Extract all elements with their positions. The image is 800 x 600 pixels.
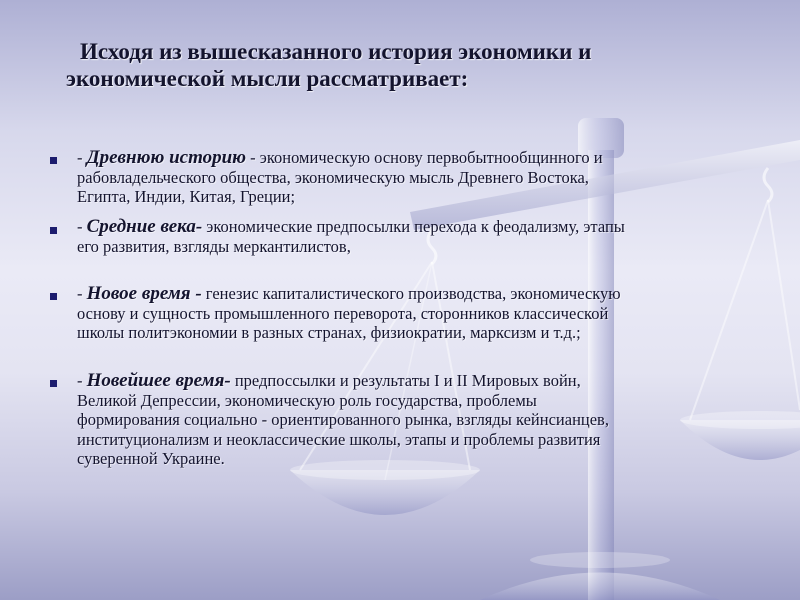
list-item-line: Великой Депрессии, экономическую роль государства, проблемы <box>77 390 537 410</box>
list-item-line: школы политэкономии в разных странах, физиократии, марксизм и т.д.; <box>77 323 581 342</box>
list-item-middle-ages <box>77 217 757 256</box>
list-item-line: Египта, Индии, Китая, Греции; <box>77 187 296 206</box>
item-prefix: - <box>77 284 87 303</box>
slide-title-line-2: экономической мысли рассматривает: <box>66 66 469 91</box>
list-item-line: институционализм и неоклассические школы, этапы и проблемы развития <box>77 429 601 449</box>
item-term: Древнюю историю <box>86 147 247 168</box>
item-prefix: - <box>77 148 87 167</box>
item-text: генезис капиталистического производства, экономическую <box>201 284 621 303</box>
list-item-line <box>77 284 757 304</box>
bullet-marker-1 <box>50 157 57 164</box>
item-prefix: - <box>77 217 87 236</box>
list-item-line <box>77 371 757 391</box>
bullet-marker-4 <box>50 380 57 387</box>
list-item-line <box>77 148 757 168</box>
list-item-line: его развития, взгляды меркантилистов, <box>77 236 351 256</box>
list-item-line: рабовладельческого общества, экономическую мысль Древнего Востока, <box>77 167 589 187</box>
list-item-line <box>77 217 757 237</box>
item-text: предпоссылки и результаты I и II Мировых войн, <box>230 371 581 390</box>
list-item-line: формирования социально - ориентированного рынка, взгляды кейнсианцев, <box>77 410 609 429</box>
item-term: Средние века- <box>86 216 203 237</box>
list-item-modern-times <box>77 284 757 343</box>
list-item-line: суверенной Украине. <box>77 449 225 468</box>
item-prefix: - <box>77 371 87 390</box>
list-item-contemporary-times <box>77 371 757 469</box>
item-term: Новейшее время- <box>86 370 231 391</box>
item-text: экономические предпосылки перехода к феодализму, этапы <box>202 217 625 236</box>
bullet-marker-2 <box>50 227 57 234</box>
bullet-marker-3 <box>50 293 57 300</box>
item-text: - экономическую основу первобытнообщинного и <box>246 148 603 167</box>
item-term: Новое время - <box>86 283 202 304</box>
list-item-ancient-history <box>77 148 757 207</box>
list-item-line: основу и сущность промышленного переворота, сторонников классической <box>77 303 609 323</box>
slide-title-line-1: Исходя из вышесказанного история экономики и <box>80 39 592 64</box>
